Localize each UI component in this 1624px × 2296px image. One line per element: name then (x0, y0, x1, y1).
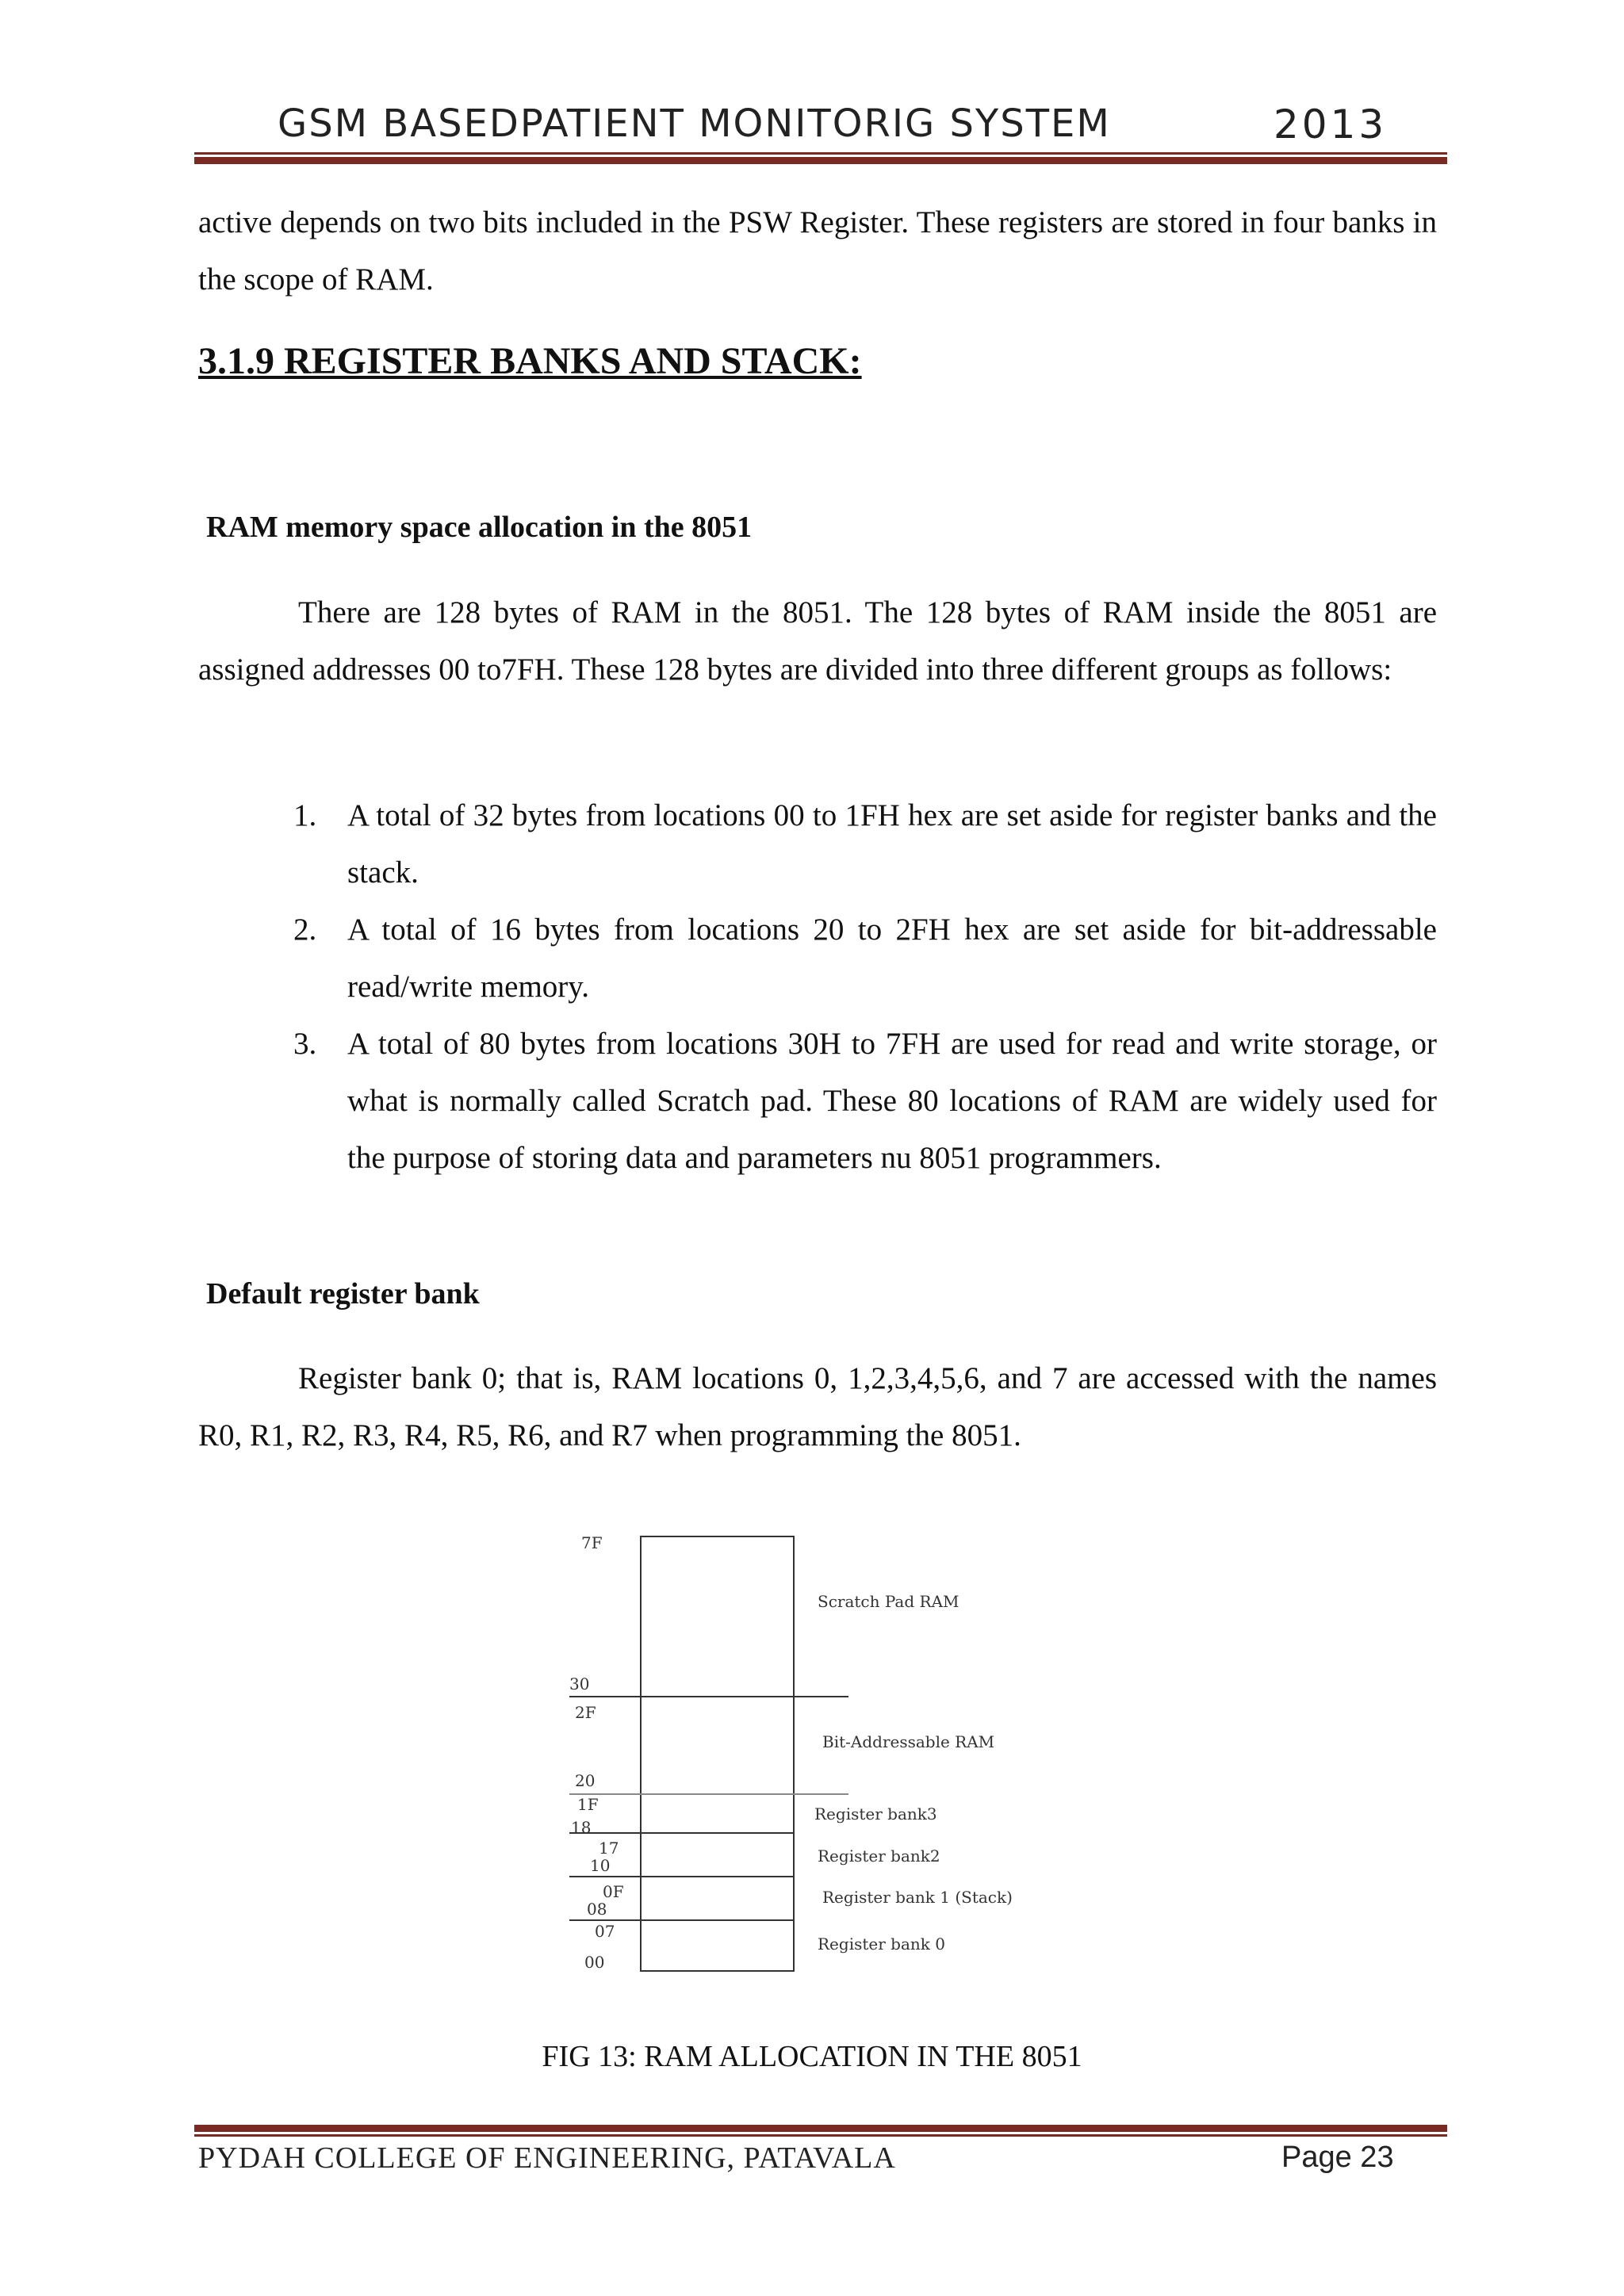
region-bank0: Register bank 0 (818, 1934, 945, 1954)
address-7f: 7F (581, 1533, 603, 1552)
address-00: 00 (584, 1953, 605, 1972)
header-year: 2013 (1274, 101, 1388, 147)
footer-rule-thick (194, 2125, 1447, 2132)
list-number: 2. (293, 913, 317, 947)
list-text: A total of 32 bytes from locations 00 to 1FH hex are set aside for register banks and the stack. (347, 798, 1437, 890)
ram-allocation-subheading: RAM memory space allocation in the 8051 (206, 511, 753, 544)
address-18: 18 (571, 1818, 592, 1837)
address-0f: 0F (603, 1882, 624, 1901)
list-text: A total of 16 bytes from locations 20 to 2FH hex are set aside for bit-addressable read/write memory. (347, 913, 1437, 1004)
region-bit-addressable: Bit-Addressable RAM (822, 1732, 995, 1751)
address-30: 30 (569, 1674, 590, 1693)
default-bank-paragraph: Register bank 0; that is, RAM locations 0, 1,2,3,4,5,6, and 7 are accessed with the names R0, R1, R2, R3, R4, R5, R6, and R7 when programming the 8051. (198, 1361, 1437, 1452)
list-text: A total of 80 bytes from locations 30H to 7FH are used for read and write storage, or what is normally called Scratch pad. These 80 locations of RAM are widely used for the purpose of storing data and parameters nu 8051 programmers. (347, 1027, 1437, 1175)
intro-paragraph: active depends on two bits included in the PSW Register. These registers are stored in four banks in the scope of RAM. (198, 205, 1437, 297)
memory-outline (641, 1536, 794, 1971)
address-1f: 1F (577, 1795, 599, 1814)
footer-page-number: Page 23 (1281, 2141, 1394, 2174)
list-number: 1. (293, 798, 317, 832)
section-heading: 3.1.9 REGISTER BANKS AND STACK: (198, 340, 862, 382)
footer-rule-thin (194, 2134, 1447, 2137)
region-bank1: Register bank 1 (Stack) (822, 1888, 1013, 1907)
region-bank2: Register bank2 (818, 1846, 940, 1866)
region-bank3: Register bank3 (814, 1804, 937, 1823)
footer-college: PYDAH COLLEGE OF ENGINEERING, PATAVALA (198, 2141, 896, 2175)
header-title: GSM BASEDPATIENT MONITORIG SYSTEM (278, 101, 1111, 146)
region-scratch-pad: Scratch Pad RAM (818, 1592, 959, 1611)
address-10: 10 (590, 1856, 611, 1875)
memory-block (569, 1536, 848, 1971)
address-07: 07 (595, 1922, 615, 1941)
address-17: 17 (599, 1839, 619, 1858)
list-number: 3. (293, 1027, 317, 1061)
address-20: 20 (575, 1771, 596, 1790)
address-08: 08 (587, 1900, 607, 1919)
ram-allocation-paragraph: There are 128 bytes of RAM in the 8051. The 128 bytes of RAM inside the 8051 are assigned addresses 00 to7FH. These 128 bytes are divided into three different groups as follows: (198, 595, 1437, 687)
figure-caption: FIG 13: RAM ALLOCATION IN THE 8051 (542, 2040, 1082, 2073)
address-2f: 2F (575, 1703, 596, 1722)
default-bank-subheading: Default register bank (206, 1277, 480, 1311)
